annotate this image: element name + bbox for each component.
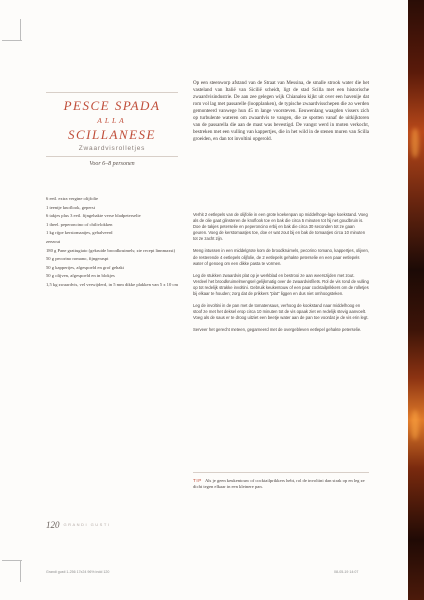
recipe-title-line-1: PESCE SPADA — [63, 98, 161, 113]
method-step: Serveer het gerecht meteen, gegarneerd met de overgebleven eetlepel gehakte peterselie. — [193, 327, 362, 333]
crop-mark — [2, 560, 22, 561]
recipe-subtitle: Zwaardvisrolletjes — [78, 145, 146, 152]
title-bottom-rule — [46, 156, 178, 157]
ingredient-item: 1 teentje knoflook, geperst — [46, 204, 95, 210]
ingredient-item: 50 g kappertjes, afgespoeld en grof gehakt — [46, 264, 124, 270]
crop-mark — [20, 560, 21, 582]
page-folio — [46, 515, 111, 530]
running-title: GRANDI GUSTI — [63, 522, 111, 527]
print-slug-date: 08-05-19 14:07 — [334, 570, 359, 574]
servings: Voor 6–8 personen — [89, 161, 135, 167]
method-step: Leg de stukken zwaardvis plat op je werkblad en bestrooi ze aan weerszijden met zout. Verdeel het broodkruimelmengsel gelijkmatig over de zwaardvisfilets. Rol de vis rond de vulling op tot redelijk strakke involtini. Gebruik keukentouw of een paar cocktailprikkers om de rolletjes bij elkaar te houden; zorg dat de prikkers "plat" liggen en dus niet omhoogsteken. — [193, 272, 369, 297]
tip-note — [193, 478, 369, 490]
ingredient-item: 50 g olijven, afgespoeld en in blokjes — [46, 273, 115, 279]
ingredient-item: 1 theel. peperoncino of chilivlokken — [46, 221, 113, 227]
print-slug-file: Grandi gusti 1-256 17x24 96% indd 120 — [46, 570, 110, 574]
method-step: Leg de involtini in de pan met de tomatensaus, verhoog de kookstand naar middelhoog en stoof ze met het deksel erop circa 10 minuten tot de vis opaak ziet en redelijk stevig aanvoelt. Voeg als de saus er te droog uitziet een beetje water aan de pan toe voordat je de vis erin legt. — [193, 303, 369, 321]
method-steps — [193, 212, 369, 340]
tip-text: Als je geen keukentouw of cocktailprikkers hebt, rol de involtini dan strak op en leg ze dicht tegen elkaar in een kleinere pan. — [193, 478, 365, 490]
tip-rule — [193, 472, 369, 473]
ingredient-item: 1,5 kg zwaardvis, vel verwijderd, in 5 mm dikke plakken van 5 x 10 cm — [46, 281, 179, 287]
recipe-title-alla: ALLA — [97, 116, 127, 125]
title-top-rule — [46, 92, 178, 93]
recipe-title-line-2: SCILLANESE — [68, 127, 156, 142]
ingredient-item: 180 g Pane grattugiato (gekruide broodkruimels; zie recept linnmaxst) — [46, 247, 176, 253]
page-number: 120 — [46, 520, 60, 530]
facing-page-photo-edge — [408, 0, 424, 600]
ingredient-item: 50 g pecorino romano, fijngeraspt — [46, 256, 109, 262]
ingredient-item: zeezout — [46, 238, 61, 244]
crop-mark — [2, 40, 22, 41]
ingredient-item: 1 kg rijpe kerstomaatjes, gehalveerd — [46, 230, 113, 236]
intro-paragraph: Op een steenworp afstand van de Straat van Messina, de smalle strook water die het vasteland van Italië van Sicilië scheidt, ligt de stad Scilla met een historische zwaardvisindustrie. De aan zee gelegen wijk Chianalea kijkt uit over een havenije dat rom vol lag met passarelle (loopplanken), de typische zwaardvisschepen die zo werden gemonteerd vanwege hun 45 m lange voorsteven. Eeuwenlang waagden vissers zich op turbulente wateren om zwaardvis te vangen, die ze spotten vanaf de uitkijktoren van de passarella die aan de mast was bevestigd. De vangst werd in moten verkocht, bestreken met een vulling van kappertjes, die in het wild in de stenen muren van Scilla groeiden, en dan tot involtini opgerold. — [193, 80, 369, 143]
method-step: Verhit 2 eetlepels van de olijfolie in een grote koekenpan op middelhoge-lage koekstand. Voeg als de olie gaat glinsteren de knoflook toe en bak die circa 5 minuten tot hij net goudbruin is. Doe de takjes peterselie en peperoncino erbij en bak die circa 30 seconden tot ze gaan geuren. Voeg de kerstomaatjes toe, doe er wat zout bij en bak de tomaatjes circa 10 minuten tot ze zacht zijn. — [193, 212, 368, 242]
crop-mark — [20, 19, 21, 41]
tip-label: TIP — [193, 478, 202, 483]
ingredient-item: 6 eetl. extra vergine olijfolie — [46, 196, 99, 201]
method-step: Meng intussen in een middelgrote kom de broodkruimels, pecorino romano, kappertjes, olijven, de resterende 4 eetlepels olijfolie, de 2 eetlepels gehakte peterselie en een paar eetlepels water of genoeg om een dikke pasta te vormen. — [193, 248, 369, 266]
ingredient-list — [46, 196, 182, 291]
ingredient-item: 6 takjes plus 3 eetl. fijngehakte verse bladpeterselie — [46, 213, 141, 219]
